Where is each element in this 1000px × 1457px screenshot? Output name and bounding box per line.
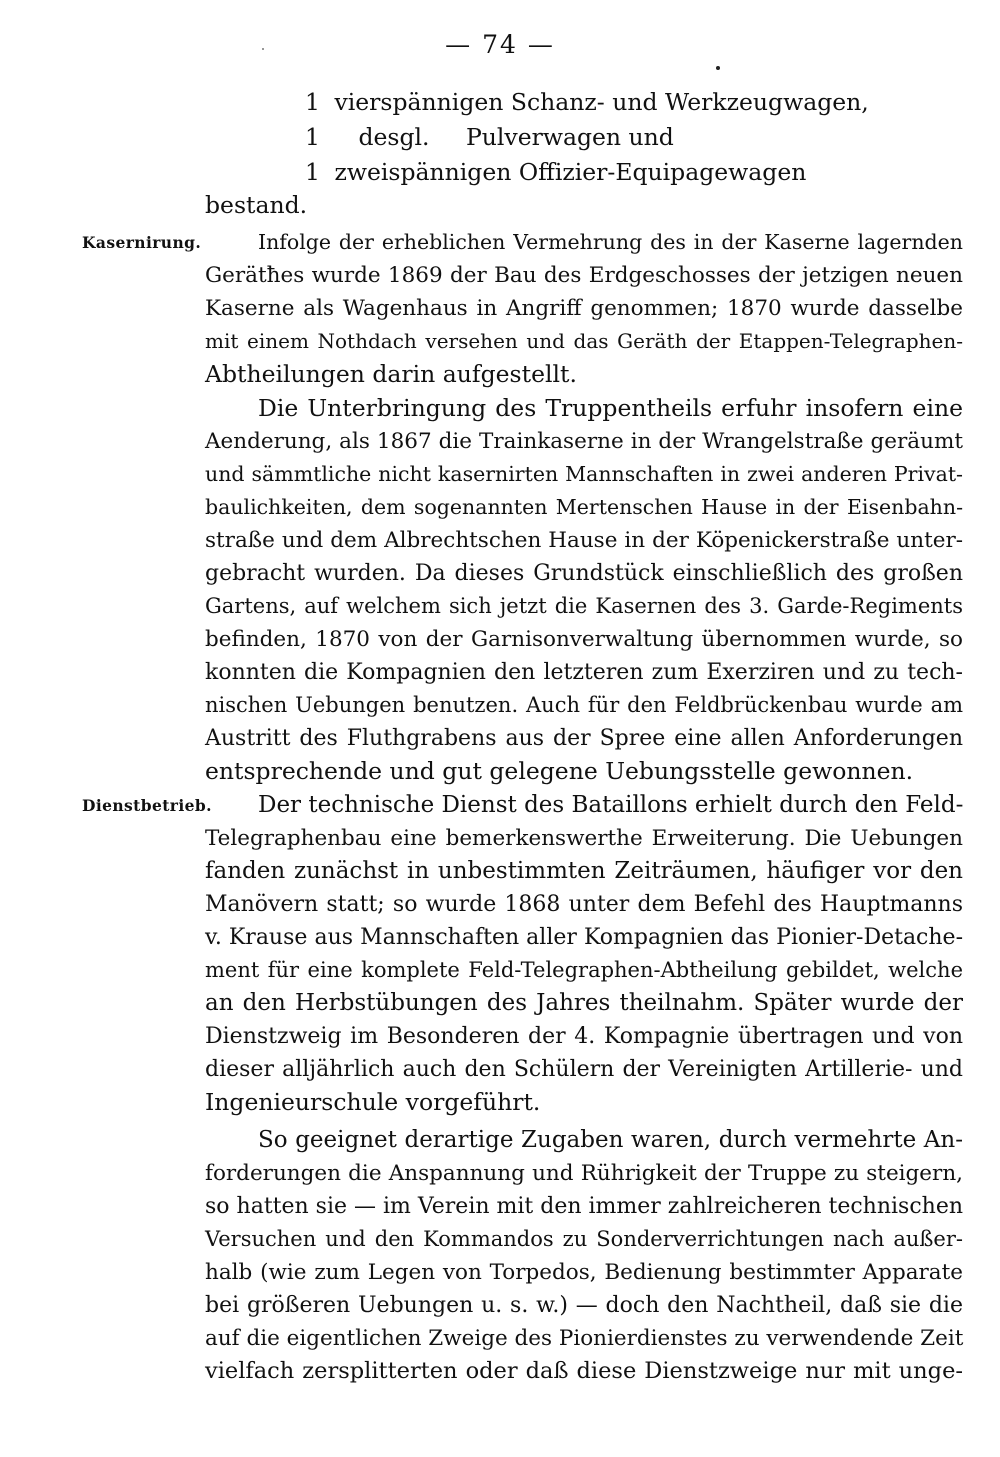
text-line: v. Krause aus Mannschaften aller Kompagnien das Pionier-Detache- [205, 925, 963, 950]
text-line: gebracht wurden. Da dieses Grundstück einschließlich des großen [205, 561, 963, 586]
text-line: fanden zunächst in unbestimmten Zeiträumen, häufiger vor den [205, 858, 963, 884]
text-line: straße und dem Albrechtschen Hause in der Köpenickerstraße unter- [205, 528, 963, 553]
list-item-count: 1 [305, 123, 320, 151]
page-number: — 74 — [445, 30, 555, 59]
list-item-text: Pulverwagen und [465, 123, 674, 151]
text-line: mit einem Nothdach versehen und das Geräth der Etappen-Telegraphen- [205, 329, 963, 353]
text-line: Versuchen und den Kommandos zu Sonderverrichtungen nach außer- [205, 1227, 963, 1251]
print-speck [716, 66, 720, 70]
text-line: an den Herbstübungen des Jahres theilnahm. Später wurde der [205, 990, 963, 1016]
text-line: so hatten sie — im Verein mit den immer zahlreicheren technischen [205, 1194, 964, 1219]
text-line: Der technische Dienst des Bataillons erhielt durch den Feld- [258, 792, 964, 818]
text-line: Kaserne als Wagenhaus in Angriff genommen; 1870 wurde dasselbe [205, 296, 963, 321]
text-line: Aenderung, als 1867 die Trainkaserne in der Wrangelstraße geräumt [205, 429, 963, 454]
text-line: entsprechende und gut gelegene Uebungsstelle gewonnen. [205, 757, 914, 785]
text-line: nischen Uebungen benutzen. Auch für den Feldbrückenbau wurde am [205, 693, 963, 717]
list-item [305, 121, 674, 154]
text-line: konnten die Kompagnien den letzteren zum Exerziren und zu tech- [205, 660, 963, 685]
text-line: baulichkeiten, dem sogenannten Mertenschen Hause in der Eisenbahn- [205, 495, 963, 519]
list-item [305, 156, 806, 189]
text-line: auf die eigentlichen Zweige des Pionierdienstes zu verwendende Zeit [205, 1326, 964, 1351]
list-item [305, 86, 869, 119]
list-item-middle: desgl. [358, 123, 430, 151]
text-line: Austritt des Fluthgrabens aus der Spree eine allen Anforderungen [205, 726, 963, 751]
text-line: halb (wie zum Legen von Torpedos, Bedienung bestimmter Apparate [205, 1260, 963, 1285]
text-line: So geeignet derartige Zugaben waren, durch vermehrte An- [258, 1127, 963, 1153]
text-line: bei größeren Uebungen u. s. w.) — doch den Nachtheil, daß sie die [205, 1293, 963, 1318]
text-line: Infolge der erheblichen Vermehrung des in der Kaserne lagernden [258, 230, 963, 254]
text-line: befinden, 1870 von der Garnisonverwaltung übernommen wurde, so [205, 627, 963, 652]
closing-word: bestand. [205, 191, 308, 219]
margin-note-dienstbetrieb: Dienstbetrieb. [82, 796, 212, 815]
text-line: Gartens, auf welchem sich jetzt die Kasernen des 3. Garde-Regiments [205, 594, 963, 618]
text-line: Dienstzweig im Besonderen der 4. Kompagnie übertragen und von [205, 1024, 963, 1049]
text-line: forderungen die Anspannung und Rührigkeit der Truppe zu steigern, [205, 1161, 963, 1186]
list-item-count: 1 [305, 158, 320, 186]
text-line: Abtheilungen darin aufgestellt. [205, 360, 577, 388]
text-line: Gerätħes wurde 1869 der Bau des Erdgeschosses der jetzigen neuen [205, 263, 963, 288]
text-line: Manövern statt; so wurde 1868 unter dem Befehl des Hauptmanns [205, 892, 963, 917]
list-item-text: zweispännigen Offizier-Equipagewagen [334, 158, 807, 186]
text-line: Ingenieurschule vorgeführt. [205, 1088, 541, 1116]
list-item-count: 1 [305, 88, 320, 116]
text-line: ment für eine komplete Feld-Telegraphen-Abtheilung gebildet, welche [205, 958, 963, 982]
text-line: und sämmtliche nicht kasernirten Mannschaften in zwei anderen Privat- [205, 462, 963, 486]
text-line: Telegraphenbau eine bemerkenswerthe Erweiterung. Die Uebungen [205, 826, 963, 851]
margin-note-kasernirung: Kasernirung. [82, 233, 202, 252]
list-item-text: vierspännigen Schanz- und Werkzeugwagen, [334, 88, 869, 116]
text-line: dieser alljährlich auch den Schülern der Vereinigten Artillerie- und [205, 1057, 963, 1082]
text-line: Die Unterbringung des Truppentheils erfuhr insofern eine [258, 394, 963, 422]
text-line: vielfach zersplitterten oder daß diese Dienstzweige nur mit unge- [205, 1358, 963, 1384]
